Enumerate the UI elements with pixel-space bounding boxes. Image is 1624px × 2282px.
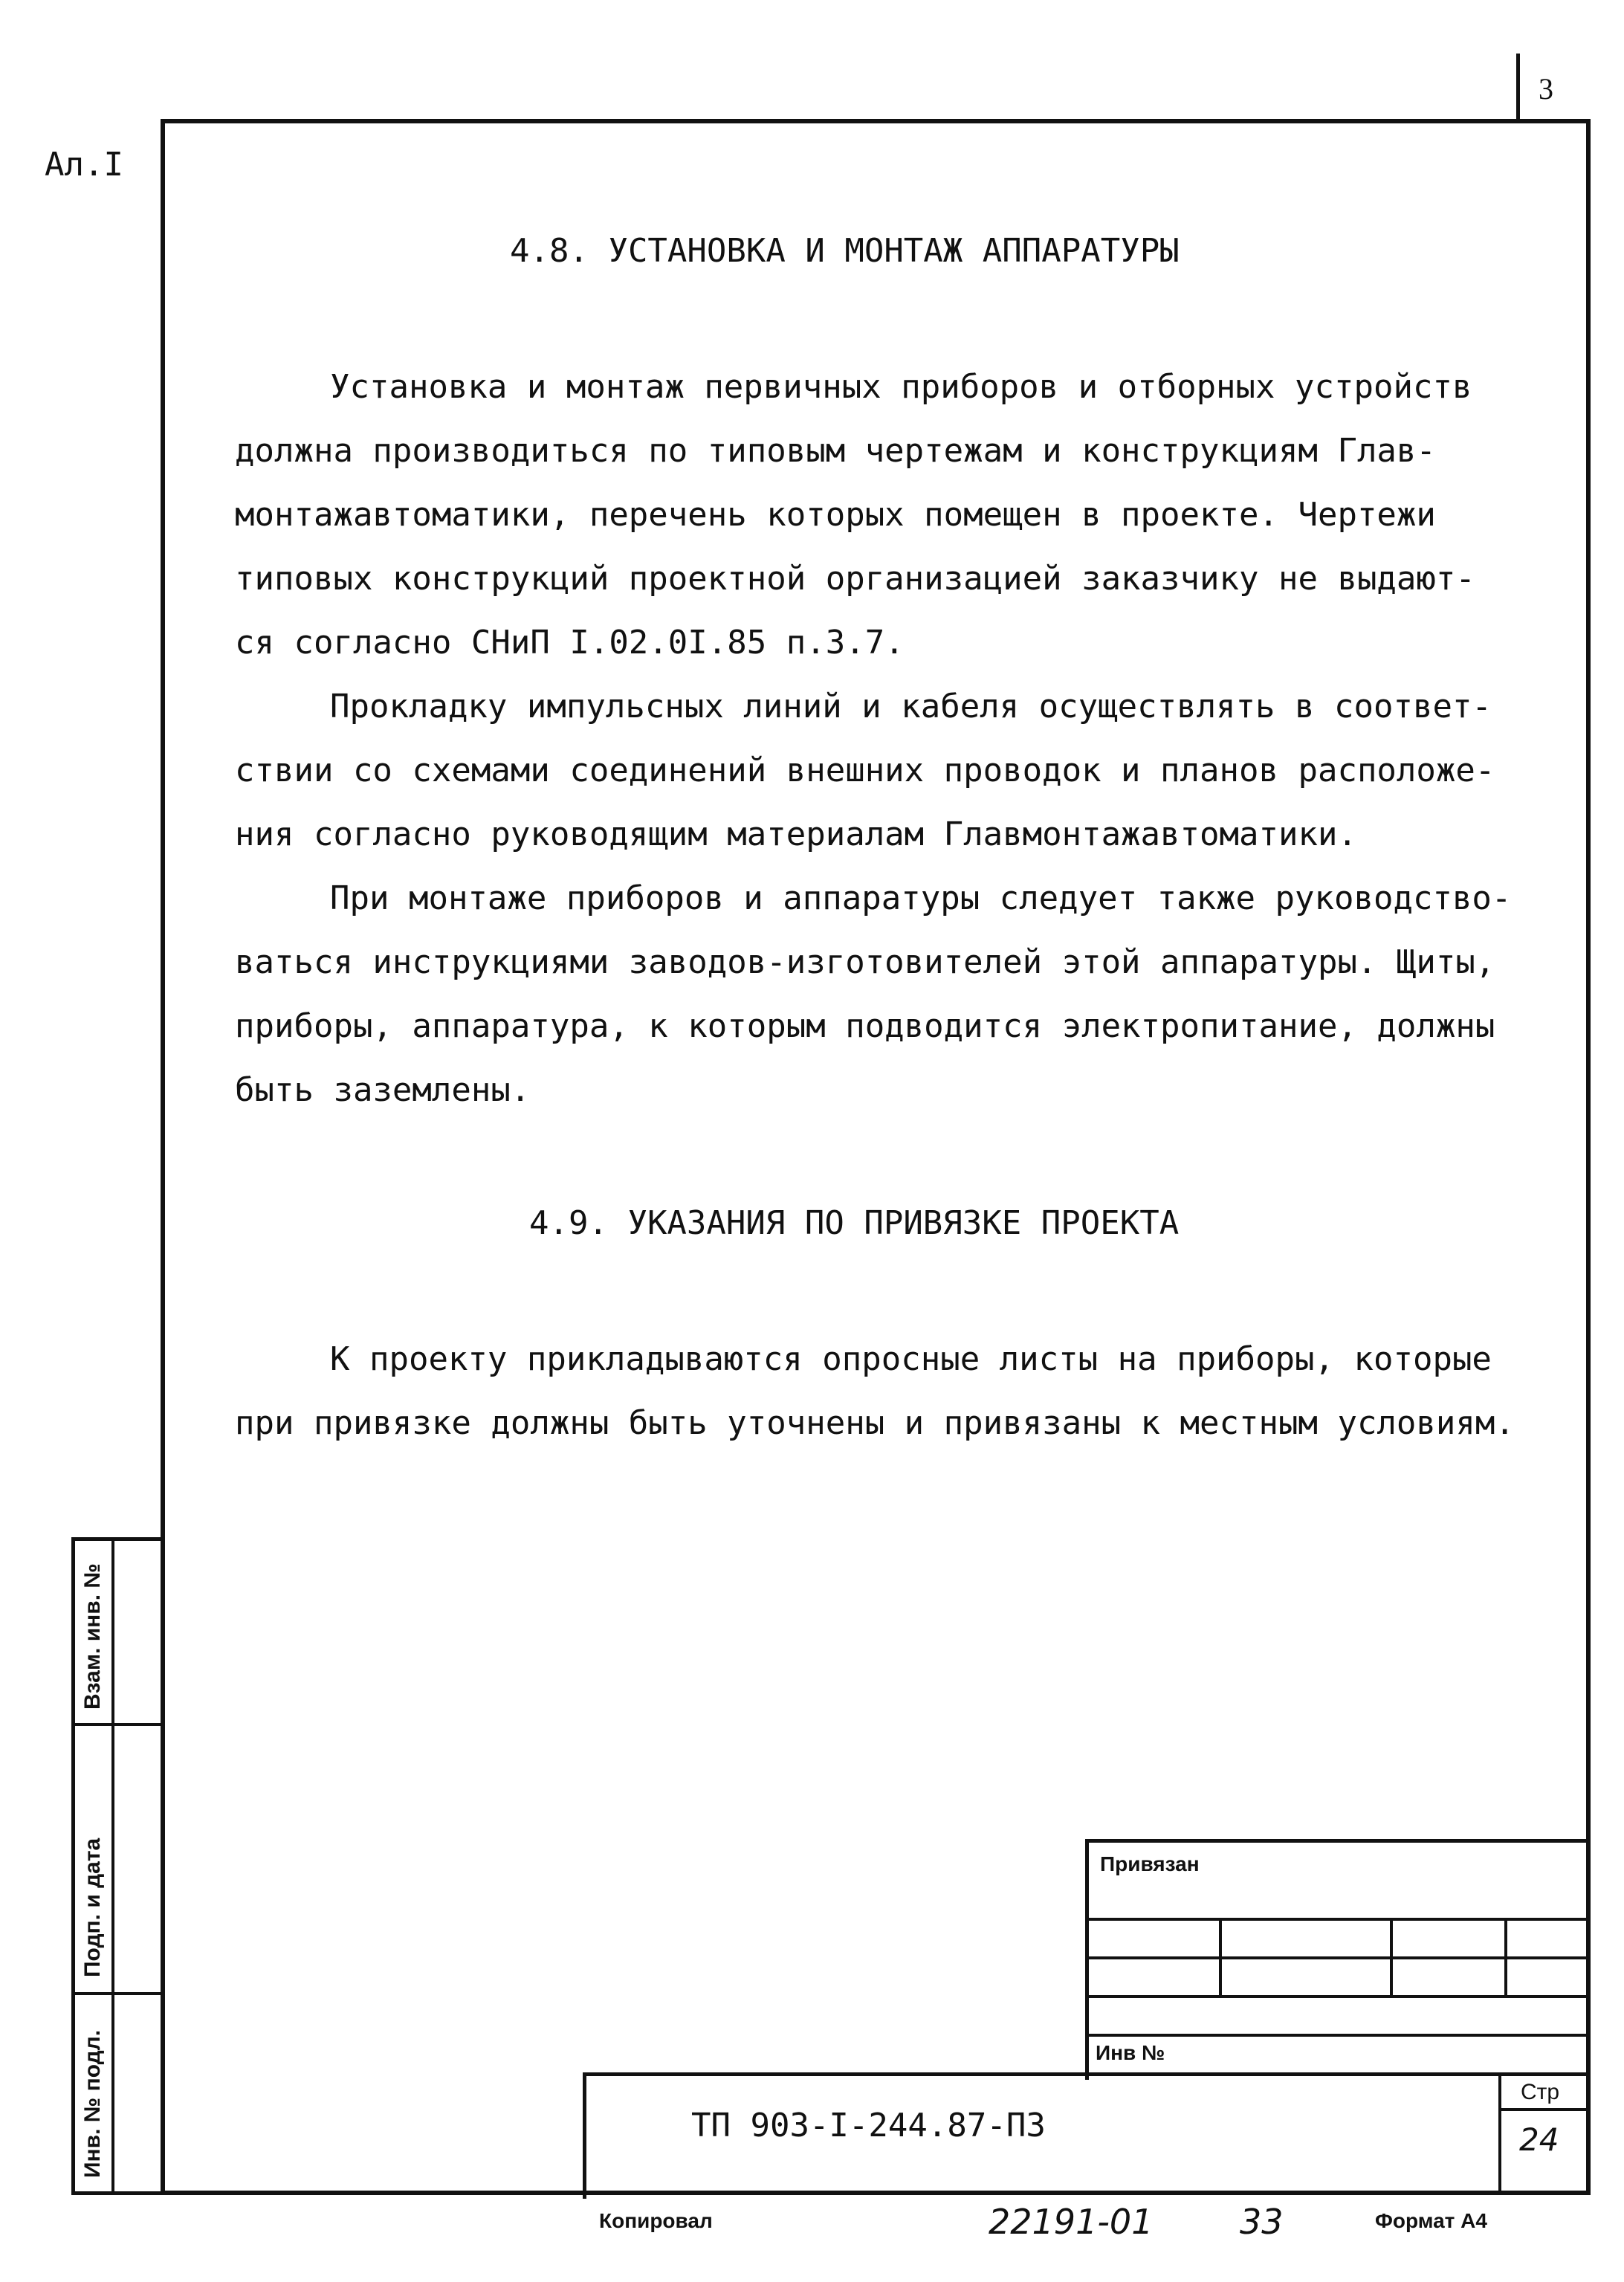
text-line: К проекту прикладываются опросные листы на приборы, которые [330,1340,1492,1378]
sheet-count: 33 [1240,2202,1284,2242]
title-block-line [1085,2034,1591,2037]
order-number: 22191-01 [989,2202,1154,2242]
text-line: При монтаже приборов и аппаратуры следует также руководство- [330,879,1512,917]
section-4-9-body [235,1328,1543,1455]
text-line: при привязке должны быть уточнены и привязаны к местным условиям. [235,1404,1515,1442]
privyazan-label: Привязан [1100,1852,1200,1875]
title-block-col [1504,1918,1507,1998]
section-4-8-heading: 4.8. УСТАНОВКА И МОНТАЖ АППАРАТУРЫ [510,232,1180,270]
title-block-col [1219,1918,1222,1998]
vzam-inv-label: Взам. инв. № [80,1563,105,1710]
page-cell-line [1498,2108,1591,2111]
page-label: Стр [1521,2080,1560,2104]
text-line: ствии со схемами соединений внешних проводок и планов расположе- [235,751,1495,789]
text-line: быть заземлены. [235,1071,531,1109]
inv-no-label: Инв № [1096,2041,1165,2064]
title-block-col [1390,1918,1393,1998]
album-label: Ал.I [45,146,123,184]
section-4-9-heading: 4.9. УКАЗАНИЯ ПО ПРИВЯЗКЕ ПРОЕКТА [529,1204,1180,1242]
text-line: Прокладку импульсных линий и кабеля осуществлять в соответ- [330,688,1492,725]
text-line: ся согласно СНиП I.02.0I.85 п.3.7. [235,624,905,662]
corner-sheet-number: 3 [1539,72,1553,106]
side-stamp-row-line [71,1992,161,1995]
section-4-8-body [235,355,1543,1122]
paragraph [235,355,1543,675]
paragraph [235,1328,1543,1455]
podp-data-label: Подп. и дата [80,1837,105,1977]
page-value: 24 [1519,2121,1559,2158]
paragraph [235,867,1543,1122]
paragraph [235,675,1543,867]
text-line: монтажавтоматики, перечень которых помещен в проекте. Чертежи [235,496,1436,534]
side-stamp-divider [111,1537,114,2195]
inv-podl-label: Инв. № подл. [80,2029,105,2178]
format-label: Формат А4 [1375,2209,1487,2232]
kopiroval-label: Копировал [599,2209,713,2232]
text-line: Установка и монтаж первичных приборов и отборных устройств [330,368,1472,406]
text-line: должна производиться по типовым чертежам и конструкциям Глав- [235,432,1436,470]
page-cell-divider [1498,2072,1501,2195]
side-stamp-row-line [71,1723,161,1726]
title-block-line [1085,1995,1591,1998]
text-line: ваться инструкциями заводов-изготовителей этой аппаратуры. Щиты, [235,943,1495,981]
title-block-line [1085,1956,1591,1959]
text-line: приборы, аппаратура, к которым подводится электропитание, должны [235,1007,1495,1045]
title-block-line [1085,1918,1591,1921]
corner-tick [1516,54,1520,122]
document-code: ТП 903-I-244.87-ПЗ [691,2107,1046,2144]
text-line: ния согласно руководящим материалам Главмонтажавтоматики. [235,815,1357,853]
text-line: типовых конструкций проектной организацией заказчику не выдают- [235,560,1475,598]
